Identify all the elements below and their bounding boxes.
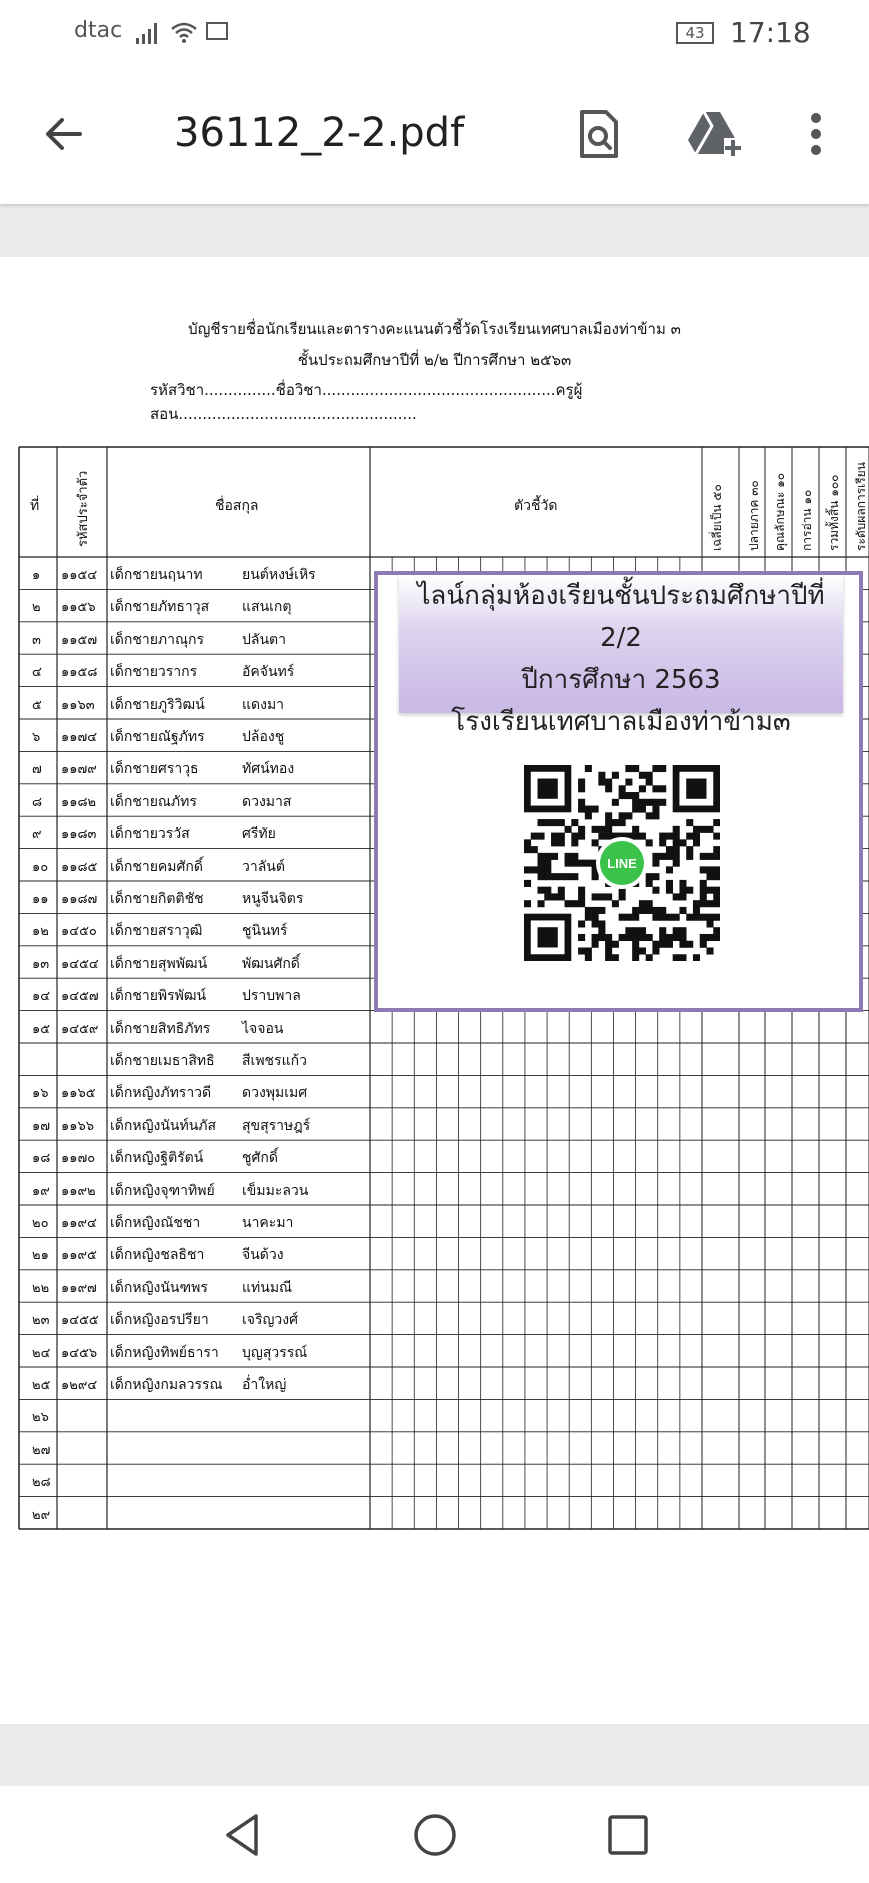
back-arrow-icon[interactable]: [40, 110, 88, 158]
row-no: ๑๓: [32, 956, 50, 972]
row-no: ๑๘: [32, 1151, 51, 1167]
header-score-col: เฉลี่ยเป็น ๕๐: [710, 484, 724, 551]
row-student-id: ๑๑๘๒: [61, 794, 97, 810]
row-student-id: ๑๔๕๕: [61, 1313, 99, 1329]
row-last-name: ปล้องชู: [242, 729, 285, 745]
row-no: ๕: [32, 697, 42, 713]
row-last-name: ชูนินทร์: [242, 923, 288, 940]
row-no: ๑๒: [32, 924, 49, 940]
row-student-id: ๑๑๕๔: [61, 568, 98, 583]
row-last-name: ทัศน์ทอง: [242, 761, 295, 778]
row-first-name: เด็กหญิงนันฑพร: [110, 1279, 208, 1296]
row-first-name: เด็กชายพิรพัฒน์: [110, 988, 207, 1005]
row-last-name: อัคจันทร์: [242, 664, 295, 681]
row-first-name: เด็กชายศราวุธ: [110, 761, 199, 778]
row-student-id: ๑๔๕๐: [61, 924, 97, 940]
row-first-name: เด็กชายวรวัส: [110, 826, 190, 843]
nav-recents-icon[interactable]: [603, 1810, 653, 1860]
header-score-col: รวมทั้งสิ้น ๑๐๐: [827, 474, 841, 551]
row-first-name: เด็กชายสราวุฒิ: [110, 923, 203, 940]
row-last-name: ชูศักดิ์: [242, 1150, 278, 1167]
row-no: ๑: [32, 568, 41, 583]
row-student-id: ๑๑๘๗: [61, 892, 98, 907]
overlay-line-3: โรงเรียนเทศบาลเมืองท่าข้าม๓: [451, 707, 791, 737]
row-first-name: เด็กหญิงณัชชา: [110, 1215, 201, 1231]
row-no: ๓: [32, 632, 41, 648]
row-no: ๑๕: [32, 1021, 51, 1037]
more-vert-icon[interactable]: [788, 106, 844, 162]
row-first-name: เด็กหญิงจุฑาทิพย์: [110, 1182, 215, 1199]
row-first-name: เด็กชายสุพพัฒน์: [110, 955, 208, 972]
row-first-name: เด็กชายภูริวิฒน์: [110, 696, 205, 713]
row-student-id: ๑๑๙๕: [61, 1248, 97, 1264]
header-name: ชื่อสกุล: [215, 498, 259, 514]
row-last-name: ปราบพาล: [242, 988, 301, 1005]
app-bar: [0, 66, 869, 204]
row-no: ๒๔: [32, 1345, 51, 1361]
row-first-name: เด็กชายภาณุกร: [110, 631, 204, 648]
row-no: ๒๓: [32, 1313, 50, 1329]
row-student-id: ๑๑๖๕: [61, 1086, 96, 1102]
header-score-col: การอ่าน ๑๐: [800, 489, 814, 551]
header-score-col: คุณลักษณะ ๑๐: [773, 472, 787, 551]
row-no: ๔: [32, 665, 42, 681]
row-student-id: ๑๑๗๐: [61, 1151, 96, 1167]
row-student-id: ๑๑๖๓: [61, 697, 95, 713]
add-to-drive-icon[interactable]: [686, 106, 742, 162]
row-student-id: ๑๑๗๔: [61, 730, 98, 745]
row-last-name: ไจจอน: [242, 1020, 284, 1037]
header-score-col: ปลายภาค ๓๐: [747, 480, 761, 551]
row-no: ๒๙: [32, 1507, 51, 1523]
row-no: ๒๘: [32, 1475, 51, 1491]
overlay-banner: [399, 575, 843, 737]
row-first-name: เด็กหญิงชลธิชา: [110, 1247, 205, 1264]
row-first-name: เด็กหญิงภัทราวดี: [110, 1085, 212, 1102]
row-student-id: ๑๑๘๓: [61, 827, 97, 843]
row-no: ๑๔: [32, 989, 51, 1005]
row-last-name: สุขสุราษฎร์: [242, 1117, 311, 1134]
row-last-name: บุญสุวรรณ์: [242, 1344, 308, 1361]
row-last-name: แสนเกตุ: [242, 599, 292, 616]
row-first-name: เด็กหญิงกมลวรรณ: [110, 1377, 223, 1393]
row-student-id: ๑๔๕๗: [61, 989, 99, 1005]
row-no: ๒๐: [32, 1216, 49, 1231]
row-first-name: เด็กชายเมธาสิทธิ: [110, 1053, 215, 1069]
carrier-name: dtac: [74, 18, 123, 43]
row-no: ๑๖: [32, 1086, 49, 1102]
search-in-document-icon[interactable]: [570, 106, 626, 162]
row-last-name: เจริญวงศ์: [242, 1312, 299, 1329]
row-first-name: เด็กหญิงอรปรียา: [110, 1312, 209, 1329]
row-first-name: เด็กชายกิตติชัช: [110, 891, 204, 907]
line-group-overlay: [374, 571, 863, 1012]
header-no: ที่: [30, 498, 40, 514]
row-no: ๑๗: [32, 1118, 51, 1134]
qr-code[interactable]: [524, 765, 720, 961]
doc-title-line-2: ชั้นประถมศึกษาปีที่ ๒/๒ ปีการศึกษา ๒๕๖๓: [297, 351, 572, 369]
nav-back-icon[interactable]: [218, 1810, 268, 1860]
header-id: รหัสประจำตัว: [76, 470, 91, 547]
row-last-name: พัฒนศักดิ์: [242, 955, 300, 972]
battery-icon: 43: [676, 22, 714, 44]
row-last-name: อ่ำใหญ่: [242, 1377, 287, 1393]
doc-title-line-3: รหัสวิชา...............ชื่อวิชา.................................................ครูผู้สอน..................................................: [150, 381, 583, 423]
overlay-line-1: ไลน์กลุ่มห้องเรียนชั้นประถมศึกษาปีที่ 2/2: [417, 581, 825, 653]
row-no: ๒๒: [32, 1280, 50, 1296]
row-first-name: เด็กหญิงฐิติรัตน์: [110, 1150, 204, 1167]
nav-home-icon[interactable]: [410, 1810, 460, 1860]
overlay-line-2: ปีการศึกษา 2563: [521, 665, 721, 695]
header-indicators: ตัวชี้วัด: [514, 498, 558, 514]
row-no: ๘: [32, 794, 43, 810]
mail-icon: [206, 22, 228, 40]
row-student-id: ๑๑๙๔: [61, 1216, 97, 1231]
row-last-name: วาลันต์: [242, 858, 285, 875]
row-last-name: นาคะมา: [242, 1215, 294, 1231]
wifi-icon: [170, 20, 198, 44]
row-no: ๒๑: [32, 1248, 49, 1264]
row-last-name: จีนด้วง: [242, 1247, 284, 1264]
row-first-name: เด็กหญิงทิพย์ธารา: [110, 1344, 219, 1361]
row-no: ๖: [32, 730, 41, 745]
row-no: ๙: [32, 827, 42, 843]
row-no: ๒: [32, 600, 41, 616]
row-last-name: ดวงพุมเมศ: [242, 1085, 308, 1102]
row-no: ๒๗: [32, 1442, 51, 1458]
clock: 17:18: [730, 16, 811, 49]
row-last-name: ดวงมาส: [242, 793, 292, 810]
file-name: 36112_2-2.pdf: [174, 110, 465, 156]
row-student-id: ๑๑๙๒: [61, 1183, 96, 1199]
row-student-id: ๑๔๕๖: [61, 1345, 98, 1361]
row-first-name: เด็กชายภัทธาวุส: [110, 599, 210, 616]
row-student-id: ๑๑๕๘: [61, 665, 98, 681]
row-first-name: เด็กชายนฤนาท: [110, 567, 203, 583]
row-last-name: เข็มมะลวน: [242, 1182, 309, 1199]
row-no: ๗: [32, 762, 42, 778]
row-student-id: ๑๑๕๖: [61, 600, 96, 616]
row-no: ๑๙: [32, 1183, 50, 1199]
row-last-name: หนูจีนจิตร: [242, 891, 304, 907]
row-no: ๑๐: [32, 859, 49, 875]
row-last-name: ยนต์หงษ์เหิร: [242, 567, 316, 583]
row-first-name: เด็กชายคมศักดิ์: [110, 858, 203, 875]
row-last-name: แดงมา: [242, 696, 285, 713]
row-last-name: ปลันตา: [242, 631, 286, 648]
row-first-name: เด็กชายสิทธิภัทร: [110, 1020, 211, 1037]
row-student-id: ๑๑๘๕: [61, 859, 98, 875]
row-student-id: ๑๔๕๙: [61, 1021, 99, 1037]
row-first-name: เด็กชายณภัทร: [110, 793, 197, 810]
row-student-id: ๑๑๗๙: [61, 762, 97, 778]
row-last-name: ศรีทัย: [242, 826, 276, 843]
doc-title-line-1: บัญชีรายชื่อนักเรียนและตารางคะแนนตัวชี้วัดโรงเรียนเทศบาลเมืองท่าข้าม ๓: [188, 320, 681, 338]
row-no: ๒๕: [32, 1378, 51, 1393]
row-no: ๑๑: [32, 892, 49, 907]
row-student-id: ๑๒๙๔: [61, 1378, 98, 1393]
system-nav-bar: [0, 1786, 869, 1883]
row-last-name: สีเพชรแก้ว: [242, 1053, 307, 1069]
row-student-id: ๑๑๕๗: [61, 632, 98, 648]
row-last-name: แท่นมณี: [242, 1279, 293, 1296]
status-bar: [0, 0, 869, 66]
row-student-id: ๑๑๖๖: [61, 1118, 95, 1134]
row-first-name: เด็กหญิงนันท์นภัส: [110, 1117, 217, 1134]
row-first-name: เด็กชายณัฐภัทร: [110, 729, 205, 745]
line-logo-text: LINE: [607, 856, 637, 871]
row-student-id: ๑๑๙๗: [61, 1280, 97, 1296]
row-first-name: เด็กชายวรากร: [110, 664, 198, 681]
row-student-id: ๑๔๕๔: [61, 956, 99, 972]
row-no: ๒๖: [32, 1410, 49, 1426]
header-score-col: ระดับผลการเรียน: [854, 462, 868, 551]
signal-icon: [134, 20, 162, 46]
